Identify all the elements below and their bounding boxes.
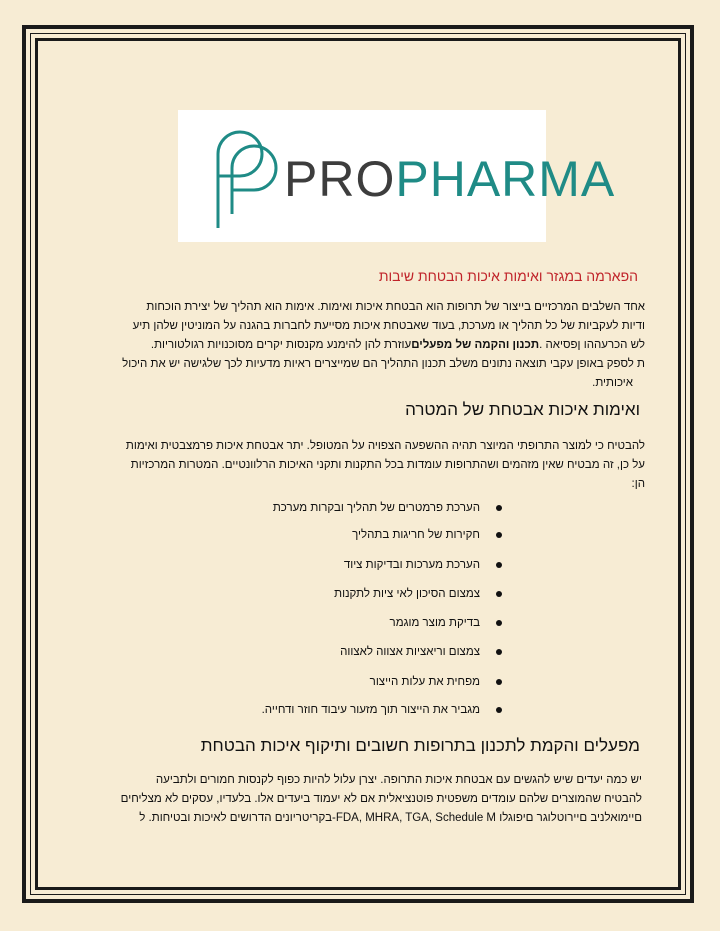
goal-text: צמצום הסיכון לאי ציות לתקנות: [334, 588, 480, 600]
importance-heading: מפעלים והקמת לתכנון בתרופות חשובים ותיקוף איכות הבטחת: [200, 736, 640, 755]
goal-item: [390, 617, 502, 629]
bullet-dot-icon: [496, 532, 502, 538]
goal-text: חקירות של חריגות בתהליך: [352, 529, 480, 541]
propharma-logo: [178, 110, 616, 242]
goal-item: [344, 559, 502, 571]
intro-line: איכותית.: [592, 377, 633, 389]
planning-link-text: תכנון והקמה של מפעלים: [411, 339, 540, 351]
bullet-dot-icon: [496, 562, 502, 568]
logo-pro-text: PRO: [284, 151, 396, 207]
goal-text: מפחית את עלות הייצור: [369, 676, 480, 688]
purpose-line: על כן, זה מבטיח שאין מזהמים ושהתרופות עומדות בכל התקנות ותקני האיכות הרלוונטיים. המטרות המרכזיות: [130, 459, 645, 471]
goal-item: [262, 704, 502, 716]
bullet-dot-icon: [496, 649, 502, 655]
propharma-logo-mark-icon: [200, 124, 280, 228]
bullet-dot-icon: [496, 679, 502, 685]
intro-paragraph: [75, 298, 645, 393]
closing-line: םיימואלניב םיירוטלוגר םיפוגלו FDA, MHRA, TGA, Schedule M-בקריטריונים הדרושים לאיכות ובטיחות. ל: [139, 812, 642, 824]
goal-item: [334, 588, 502, 600]
goal-item: [273, 502, 502, 514]
intro-line: ודיות לעקביות של כל תהליך או מערכת, בעוד שאבטחת איכות מסייעת לחברות בהגנה על המוניטין שלהן תיע: [132, 320, 645, 332]
bullet-dot-icon: [496, 707, 502, 713]
purpose-paragraph: [75, 437, 645, 494]
logo-wordmark: [284, 150, 615, 208]
goal-text: הערכת פרמטרים של תהליך ובקרות מערכת: [272, 502, 480, 514]
intro-line-rest: עוזרת להן להימנע מקנסות יקרים מסוכנויות רגולטוריות.: [150, 339, 412, 351]
goal-text: מגביר את הייצור תוך מזעור עיבוד חוזר ודחייה.: [261, 704, 480, 716]
goal-item: [340, 646, 502, 658]
goal-item: [370, 676, 502, 688]
goal-text: צמצום וריאציות אצווה לאצווה: [340, 646, 480, 658]
section-title: הפארמה במגזר ואימות איכות הבטחת שיבות: [378, 268, 638, 284]
goal-text: הערכת מערכות ובדיקות ציוד: [343, 559, 480, 571]
bullet-dot-icon: [496, 505, 502, 511]
goal-text: בדיקת מוצר מוגמר: [389, 617, 480, 629]
bullet-dot-icon: [496, 620, 502, 626]
purpose-line: הן:: [631, 478, 645, 490]
logo-pharma-text: PHARMA: [395, 151, 616, 207]
intro-line: [75, 336, 645, 355]
intro-line-start: לש הכרעההו ןפסיאה .: [539, 339, 645, 351]
closing-paragraph: [57, 771, 642, 828]
goal-item: [352, 529, 502, 541]
purpose-heading: ואימות איכות אבטחת של המטרה: [405, 400, 640, 419]
closing-line: יש כמה יעדים שיש להגשים עם אבטחת איכות התרופה. יצרן עלול להיות כפוף לקנסות חמורים ולתביעה: [155, 774, 642, 786]
intro-line: אחד השלבים המרכזיים בייצור של תרופות הוא הבטחת איכות ואימות. אימות הוא תהליך של יצירת הוכחות: [146, 301, 645, 313]
closing-line: להבטיח שהמוצרים שלהם עומדים משפטית פוטנציאלית אם לא יעמוד ביעדים אלו. בלעדיו, עסקים לא מצליחים: [120, 793, 642, 805]
intro-line: ת לספק באופן עקבי תוצאה נתונים משלב תכנון התהליך הם שמייצרים ראיות מדעיות לכך שלגישה יש את היכול: [122, 358, 645, 370]
purpose-line: להבטיח כי למוצר התרופתי המיוצר תהיה ההשפעה הצפויה על המטופל. יתר אבטחת איכות פרמצבטית ואימות: [125, 440, 645, 452]
bullet-dot-icon: [496, 591, 502, 597]
